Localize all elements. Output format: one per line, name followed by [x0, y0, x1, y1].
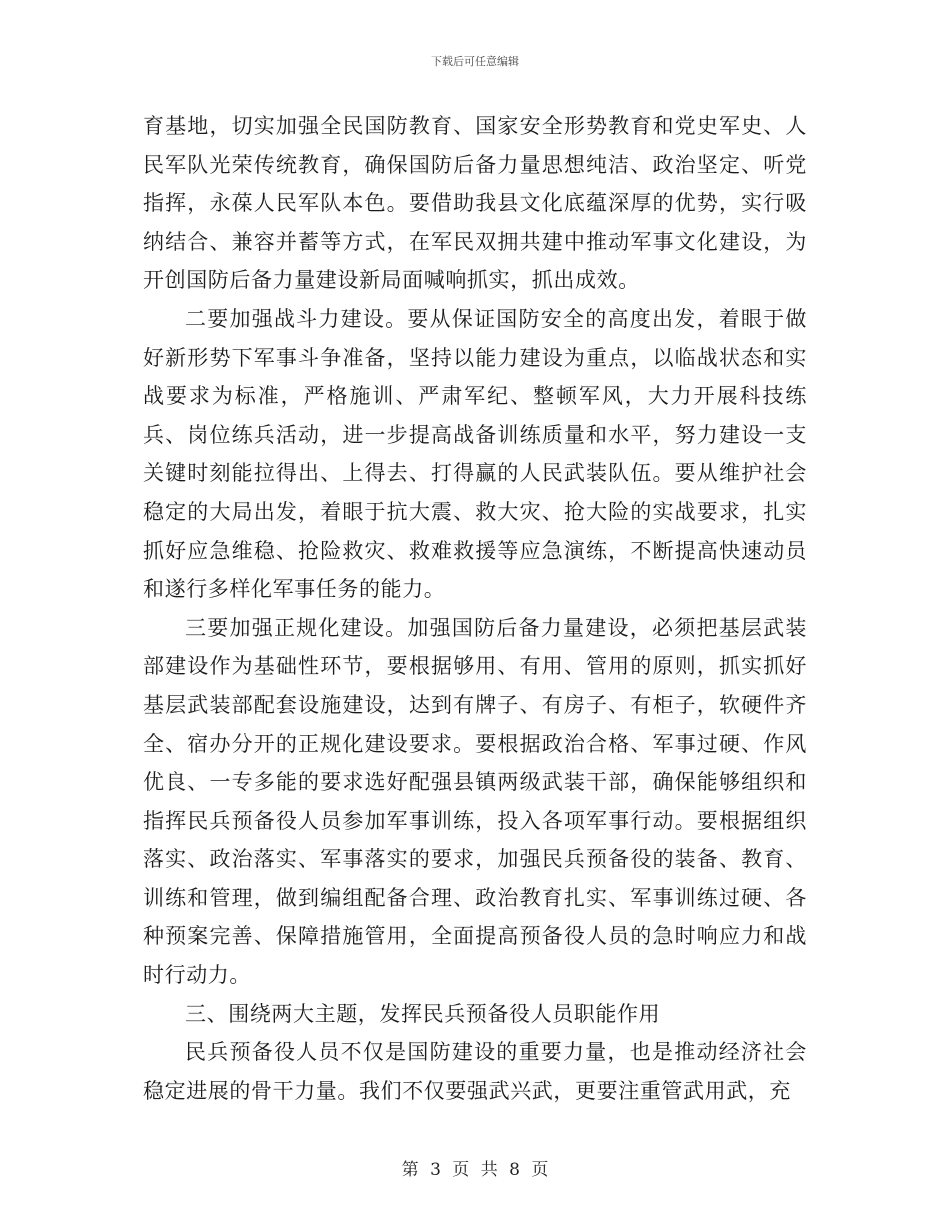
- paragraph-combat-capability: 二要加强战斗力建设。要从保证国防安全的高度出发，着眼于做好新形势下军事斗争准备，坚持以能力建设为重点，以临战状态和实战要求为标准，严格施训、严肃军纪、整顿军风，大力开展科技练兵、岗位练兵活动，进一步提高战备训练质量和水平，努力建设一支关键时刻能拉得出、上得去、打得赢的人民武装队伍。要从维护社会稳定的大局出发，着眼于抗大震、救大灾、抢大险的实战要求，扎实抓好应急维稳、抢险救灾、救难救援等应急演练，不断提高快速动员和遂行多样化军事任务的能力。: [143, 306, 807, 602]
- paragraph-standardization: 三要加强正规化建设。加强国防后备力量建设，必须把基层武装部建设作为基础性环节，要根据够用、有用、管用的原则，抓实抓好基层武装部配套设施建设，达到有牌子、有房子、有柜子，软硬件齐全、宿办分开的正规化建设要求。要根据政治合格、军事过硬、作风优良、一专多能的要求选好配强县镇两级武装干部，确保能够组织和指挥民兵预备役人员参加军事训练，投入各项军事行动。要根据组织落实、政治落实、军事落实的要求，加强民兵预备役的装备、教育、训练和管理，做到编组配备合理、政治教育扎实、军事训练过硬、各种预案完善、保障措施管用，全面提高预备役人员的急时响应力和战时行动力。: [143, 615, 807, 988]
- paragraph-continuation: 育基地，切实加强全民国防教育、国家安全形势教育和党史军史、人民军队光荣传统教育，确保国防后备力量思想纯洁、政治坚定、听党指挥，永葆人民军队本色。要借助我县文化底蕴深厚的优势，实行吸纳结合、兼容并蓄等方式，在军民双拥共建中推动军事文化建设，为开创国防后备力量建设新局面喊响抓实，抓出成效。: [143, 114, 807, 293]
- section-heading-three: 三、围绕两大主题，发挥民兵预备役人员职能作用: [185, 1001, 661, 1026]
- page-number: 第 3 页 共 8 页: [401, 1160, 549, 1180]
- document-body: [143, 107, 807, 1110]
- paragraph-militia-role: 民兵预备役人员不仅是国防建设的重要力量，也是推动经济社会稳定进展的骨干力量。我们不仅要强武兴武，更要注重管武用武，充: [143, 1040, 807, 1103]
- page-header-note: 下载后可任意编辑: [431, 55, 519, 68]
